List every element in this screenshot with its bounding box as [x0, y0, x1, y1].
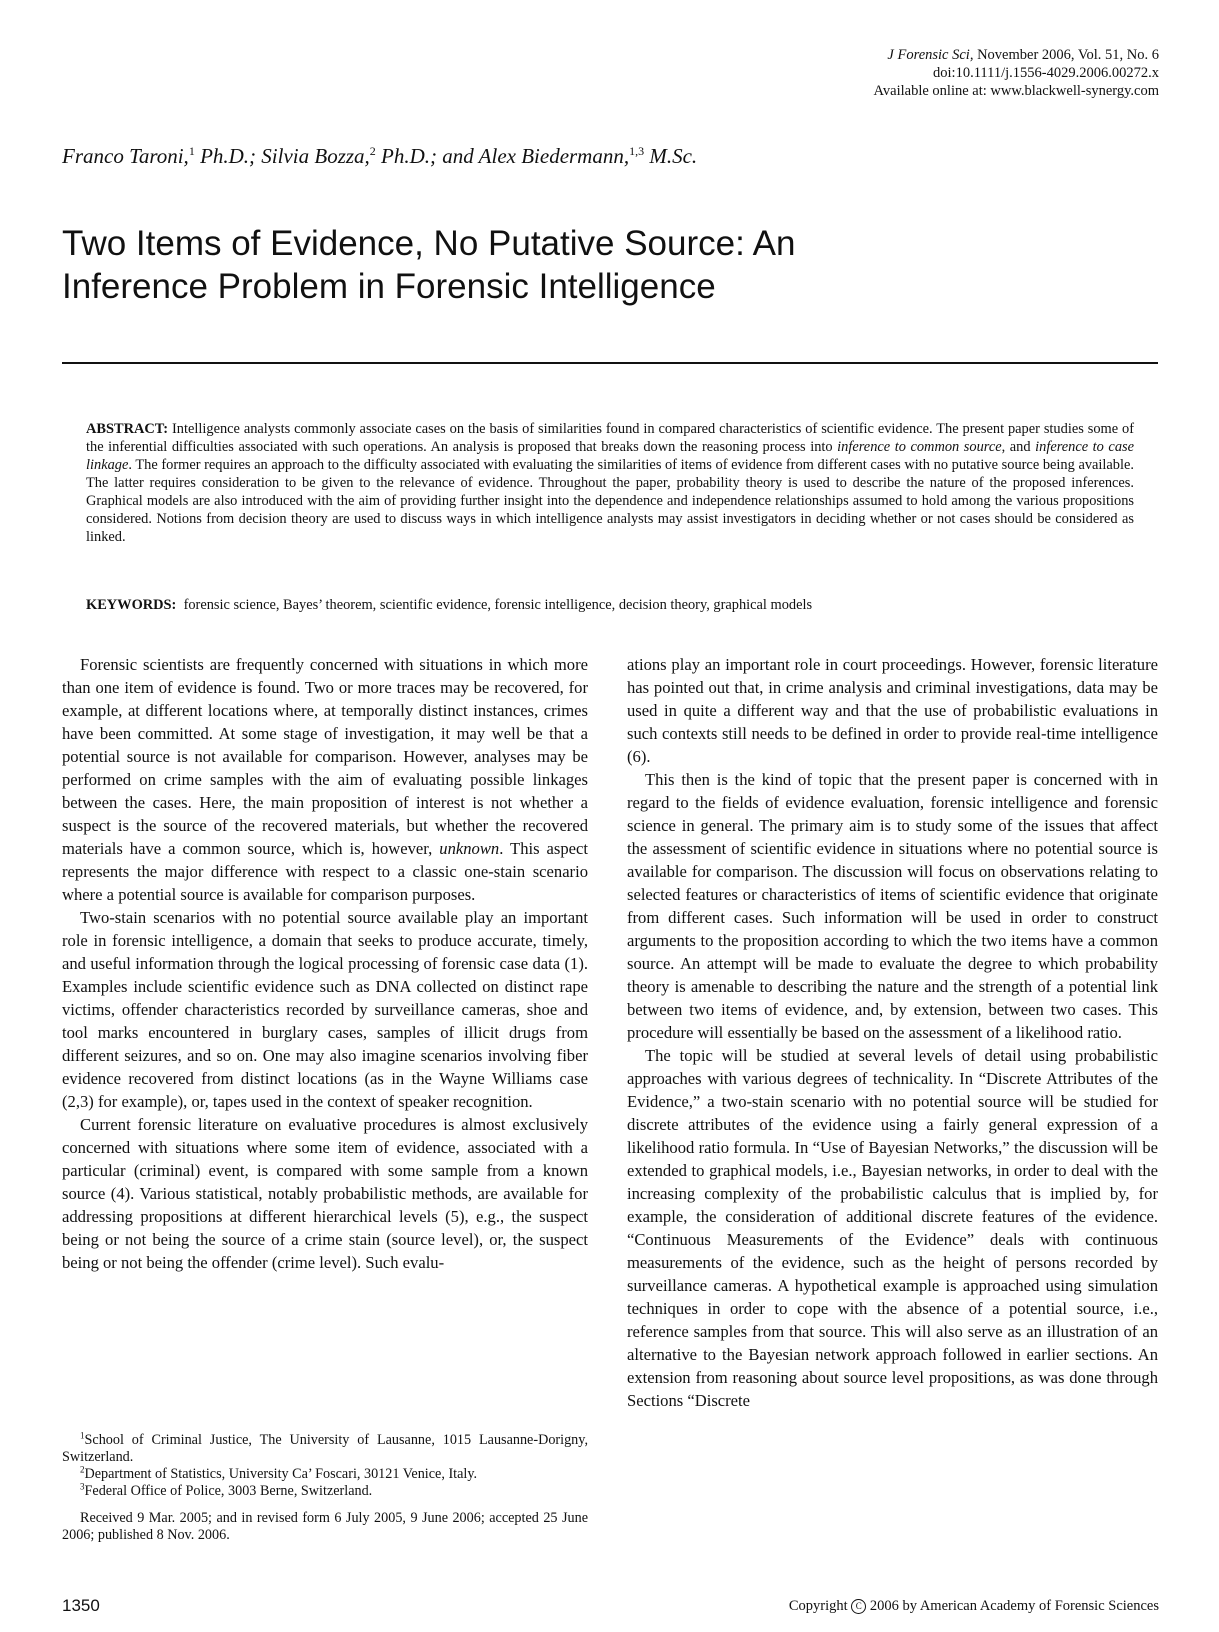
abstract-label: ABSTRACT: [86, 421, 169, 437]
page-number: 1350 [62, 1596, 100, 1615]
author-3-affiliation: 1,3 [629, 144, 645, 158]
footnote-2 [62, 1466, 588, 1483]
paragraph: This then is the kind of topic that the present paper is concerned with in regard to the fields of evidence evaluation, forensic intelligence and forensic science in general. The primary aim is to study some of the issues that affect the assessment of scientific evidence in situations where no potential source is available for comparison. The discussion will focus on observations relating to selected features or characteristics of items of scientific evidence that originate from different cases. Such information will be used in order to construct arguments to the proposition according to which the two items have a common source. An attempt will be made to evaluate the degree to which probability theory is amenable to describing the nature and the strength of a potential link between two items of evidence, and, by extension, between two cases. This procedure will essentially be based on the assessment of a likelihood ratio. [627, 770, 1158, 1042]
copyright-prefix: Copyright [788, 1598, 848, 1614]
abstract-em-2: inference to case linkage [86, 439, 1135, 473]
journal-issue-line [874, 46, 1159, 64]
journal-issue: November 2006, Vol. 51, No. 6 [977, 47, 1159, 63]
footnote-text: School of Criminal Justice, The University of Lausanne, 1015 Lausanne-Dorigny, Switzerland. [62, 1432, 588, 1465]
paragraph: Two-stain scenarios with no potential source available play an important role in forensic intelligence, a domain that seeks to produce accurate, timely, and useful information through the logical processing of forensic case data (1). Examples include scientific evidence such as DNA collected on distinct rape victims, offender characteristics recorded by surveillance cameras, shoe and tool marks encountered in burglary cases, samples of illicit drugs from different seizures, and so on. One may also imagine scenarios involving fiber evidence recovered from distinct locations (as in the Wayne Williams case (2,3) for example), or, tapes used in the context of speaker recognition. [62, 908, 588, 1111]
footnote-text: Department of Statistics, University Ca’ Foscari, 30121 Venice, Italy. [84, 1466, 478, 1482]
abstract-text-a: Intelligence analysts commonly associate cases on the basis of similarities found in compared characteristics of scientific evidence. The present paper studies some of the inferential difficulties associated with such operations. An analysis is proposed that breaks down the reasoning process into [86, 421, 1134, 455]
paragraph [62, 653, 588, 906]
footnotes [62, 1432, 588, 1544]
footnote-text: Federal Office of Police, 3003 Berne, Switzerland. [84, 1483, 373, 1499]
author-3: Ph.D.; and Alex Biedermann, [375, 144, 630, 168]
copyright-text: 2006 by American Academy of Forensic Sciences [869, 1598, 1159, 1614]
journal-name: J Forensic Sci, [887, 47, 974, 63]
footnote-marker: 1 [80, 1430, 85, 1441]
paragraph-emphasis: unknown [439, 839, 500, 858]
keywords [86, 596, 1134, 614]
keywords-text: forensic science, Bayes’ theorem, scientific evidence, forensic intelligence, decision theory, graphical models [183, 597, 813, 613]
paragraph: ations play an important role in court proceedings. However, forensic literature has pointed out that, in crime analysis and criminal investigations, data may be used in quite a different way and that the use of probabilistic evaluations in such contexts still needs to be defined in order to provide real-time intelligence (6). [627, 655, 1158, 766]
copyright-notice [789, 1598, 1159, 1615]
paragraph-text: . This aspect represents the major difference with respect to a classic one-stain scenario where a potential source is available for comparison purposes. [62, 839, 588, 904]
paragraph-text: Forensic scientists are frequently concerned with situations in which more than one item of evidence is found. Two or more traces may be recovered, for example, at different locations where, at temporally distinct instances, crimes have been committed. At some stage of investigation, it may well be that a potential source is not available for comparison. However, analyses may be performed on crime samples with the aim of evaluating possible linkages between the cases. Here, the main proposition of interest is not whether a suspect is the source of the recovered materials, but whether the recovered materials have a common source, which is, however, [62, 655, 588, 858]
footnote-1 [62, 1432, 588, 1466]
abstract-text-c: . The former requires an approach to the difficulty associated with evaluating the similarities of items of evidence from different cases with no putative source being available. The latter requires consideration to be given to the relevance of evidence. Throughout the paper, probability theory is used to describe the nature of the proposed inferences. Graphical models are also introduced with the aim of providing further insight into the dependence and independence relationships assumed to hold among the various propositions considered. Notions from decision theory are used to discuss ways in which intelligence analysts may assist investigators in deciding whether or not cases should be considered as linked. [86, 457, 1134, 545]
keywords-label: KEYWORDS: [86, 597, 177, 613]
author-2: Ph.D.; Silvia Bozza, [194, 144, 370, 168]
journal-citation [874, 46, 1159, 100]
abstract-em-1: inference to common source [837, 439, 1002, 455]
title-line-2: Inference Problem in Forensic Intelligence [62, 267, 716, 306]
author-1-affiliation: 1 [188, 144, 195, 158]
author-list [62, 144, 697, 169]
title-line-1: Two Items of Evidence, No Putative Source: An [62, 224, 796, 263]
footnote-3 [62, 1483, 588, 1500]
paragraph: The topic will be studied at several levels of detail using probabilistic approaches with various degrees of technicality. In “Discrete Attributes of the Evidence,” a two-stain scenario with no potential source will be studied for discrete attributes of the evidence using a fairly general expression of a likelihood ratio formula. In “Use of Bayesian Networks,” the discussion will be extended to graphical models, i.e., Bayesian networks, in order to deal with the increasing complexity of the probabilistic calculus that is implied by, for example, the consideration of additional discrete features of the evidence. “Continuous Measurements of the Evidence” deals with continuous measurements of the evidence, such as the height of persons recorded by surveillance cameras. A hypothetical example is approached using simulation techniques in order to cope with the absence of a potential source, i.e., reference samples from that source. This will also serve as an illustration of an alternative to the Bayesian network approach followed in earlier sections. An extension from reasoning about source level propositions, as was done through Sections “Discrete [627, 1046, 1158, 1410]
copyright-icon: C [851, 1599, 866, 1614]
abstract [86, 420, 1134, 546]
journal-doi: doi:10.1111/j.1556-4029.2006.00272.x [933, 65, 1159, 81]
paragraph: Current forensic literature on evaluative procedures is almost exclusively concerned with situations where some item of evidence, associated with a particular (criminal) event, is compared with some sample from a known source (4). Various statistical, notably probabilistic methods, are available for addressing propositions at different hierarchical levels (5), e.g., the suspect being or not being the source of a crime stain (source level), or, the suspect being or not being the offender (crime level). Such evalu- [62, 1115, 588, 1272]
journal-online: Available online at: www.blackwell-synergy.com [873, 83, 1159, 99]
author-3-degree: M.Sc. [644, 144, 698, 168]
body-column-right [627, 653, 1158, 1412]
abstract-text-b: , and [1001, 439, 1036, 455]
title-divider [62, 362, 1158, 364]
paper-title [62, 222, 982, 308]
received-dates: Received 9 Mar. 2005; and in revised form 6 July 2005, 9 June 2006; accepted 25 June 2006; published 8 Nov. 2006. [62, 1510, 588, 1543]
author-2-affiliation: 2 [369, 144, 376, 158]
author-1: Franco Taroni, [62, 144, 189, 168]
footnote-marker: 2 [80, 1464, 85, 1475]
body-column-left [62, 653, 588, 1274]
footnote-marker: 3 [80, 1481, 85, 1492]
